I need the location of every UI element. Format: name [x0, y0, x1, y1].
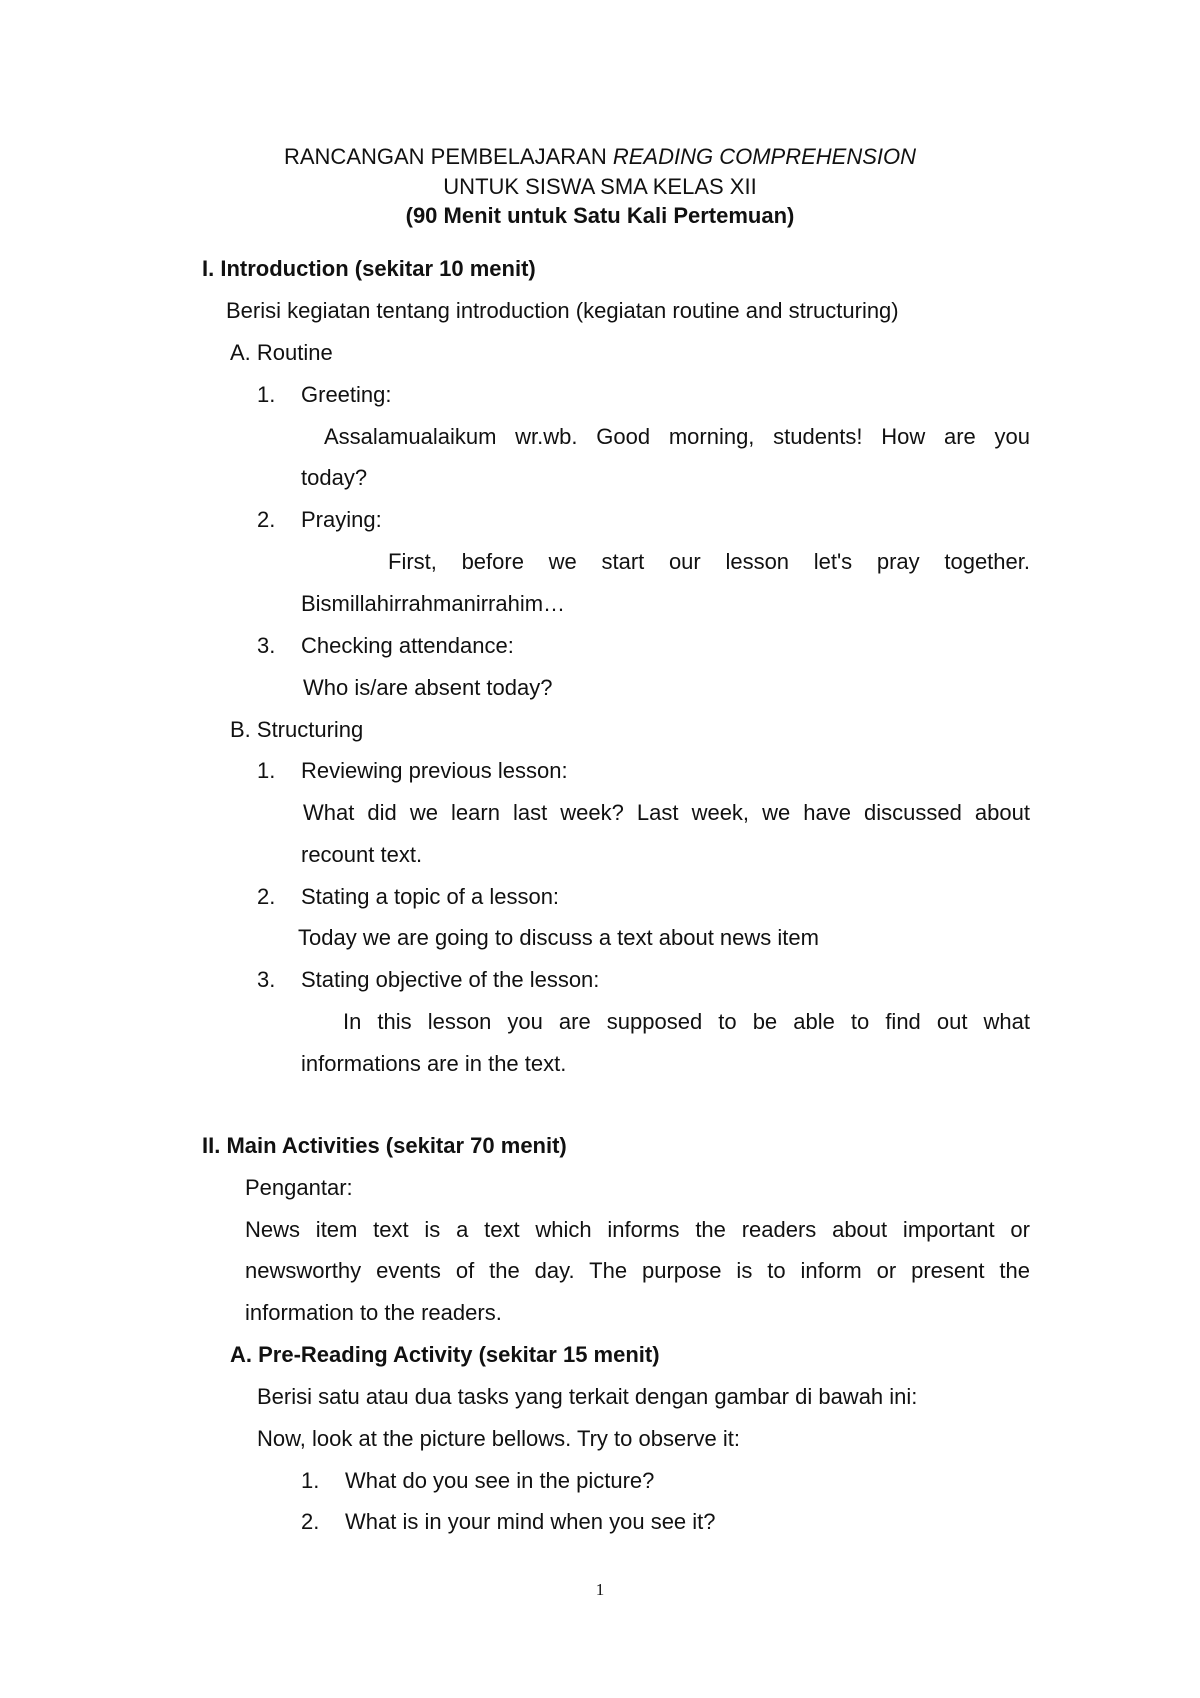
structuring-item-number: 3. — [257, 967, 276, 992]
doc-title-line3: (90 Menit untuk Satu Kali Pertemuan) — [405, 203, 795, 228]
pre-reading-item-number: 2. — [301, 1509, 320, 1534]
pre-reading-item-text: What do you see in the picture? — [345, 1468, 655, 1493]
pengantar-line: News item text is a text which informs the readers about important or — [245, 1217, 1030, 1242]
pengantar-line: newsworthy events of the day. The purpose is to inform or present the — [245, 1258, 1030, 1283]
structuring-item-label: Stating a topic of a lesson: — [301, 884, 560, 909]
pre-reading-item-text: What is in your mind when you see it? — [345, 1509, 716, 1534]
pengantar-line: information to the readers. — [245, 1300, 502, 1325]
routine-item-text: Assalamualaikum wr.wb. Good morning, students! How are you — [324, 424, 1030, 449]
structuring-item-text: In this lesson you are supposed to be able to find out what — [343, 1009, 1030, 1034]
structuring-item-number: 1. — [257, 758, 276, 783]
doc-title-main: RANCANGAN PEMBELAJARAN — [283, 144, 613, 169]
section1-heading: I. Introduction (sekitar 10 menit) — [202, 256, 536, 281]
routine-item-text-cont: Bismillahirrahmanirrahim… — [301, 591, 566, 616]
structuring-item-text: What did we learn last week? Last week, we have discussed about — [303, 800, 1030, 825]
section1-intro: Berisi kegiatan tentang introduction (kegiatan routine and structuring) — [226, 298, 899, 323]
page-number: 1 — [595, 1580, 605, 1599]
structuring-item-text-cont: informations are in the text. — [301, 1051, 567, 1076]
structuring-item-label: Reviewing previous lesson: — [301, 758, 568, 783]
routine-item-number: 2. — [257, 507, 276, 532]
routine-item-text: Who is/are absent today? — [303, 675, 553, 700]
pre-reading-item-number: 1. — [301, 1468, 320, 1493]
doc-title-line1 — [0, 142, 1200, 172]
structuring-item-label: Stating objective of the lesson: — [301, 967, 600, 992]
structuring-item-number: 2. — [257, 884, 276, 909]
pre-reading-line: Now, look at the picture bellows. Try to observe it: — [257, 1426, 741, 1451]
routine-item-label: Praying: — [301, 507, 382, 532]
structuring-item-text: Today we are going to discuss a text about news item — [298, 925, 819, 950]
routine-item-label: Checking attendance: — [301, 633, 514, 658]
routine-heading: A. Routine — [230, 340, 333, 365]
pre-reading-heading: A. Pre-Reading Activity (sekitar 15 menit) — [230, 1342, 660, 1367]
routine-item-number: 1. — [257, 382, 276, 407]
structuring-item-text-cont: recount text. — [301, 842, 423, 867]
pengantar-label: Pengantar: — [245, 1175, 353, 1200]
pre-reading-line: Berisi satu atau dua tasks yang terkait dengan gambar di bawah ini: — [257, 1384, 918, 1409]
doc-title-line2: UNTUK SISWA SMA KELAS XII — [443, 174, 757, 199]
routine-item-label: Greeting: — [301, 382, 392, 407]
structuring-heading: B. Structuring — [230, 717, 364, 742]
doc-title-italic: READING COMPREHENSION — [612, 144, 916, 169]
routine-item-text: First, before we start our lesson let's pray together. — [388, 549, 1030, 574]
routine-item-number: 3. — [257, 633, 276, 658]
routine-item-text-cont: today? — [301, 465, 368, 490]
section2-heading: II. Main Activities (sekitar 70 menit) — [202, 1133, 567, 1158]
